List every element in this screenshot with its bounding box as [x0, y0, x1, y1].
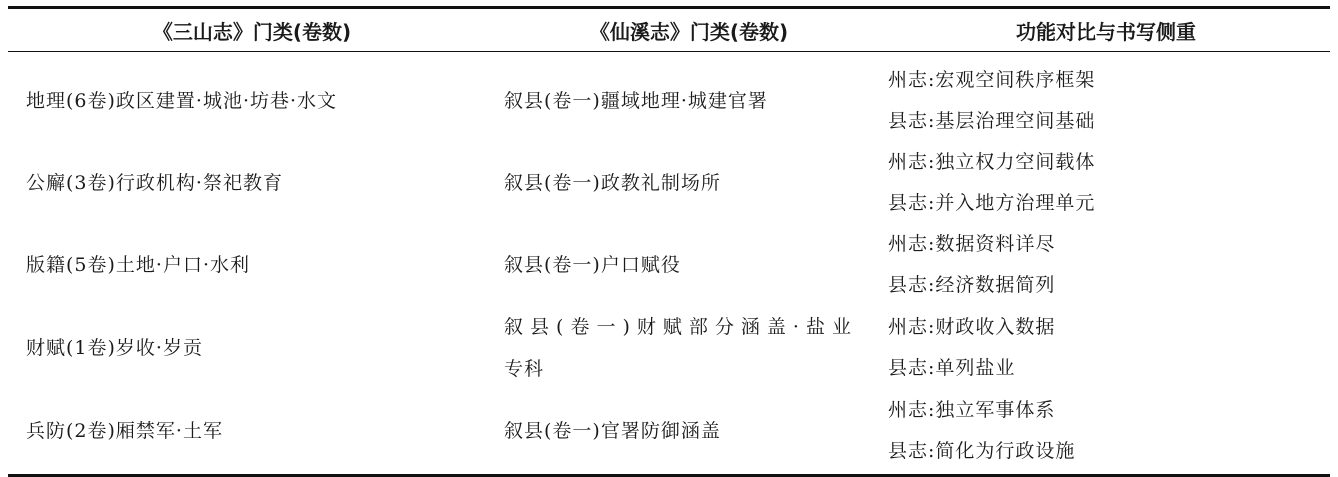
- header-function-comparison: 功能对比与书写侧重: [1016, 19, 1196, 44]
- table-row: [8, 390, 1330, 476]
- county-gazetteer-note: 县志:经济数据简列: [888, 274, 1056, 296]
- prefecture-gazetteer-note: 州志:宏观空间秩序框架: [888, 69, 1096, 91]
- comparison-cell: [882, 390, 1330, 476]
- table-row: [8, 52, 1330, 143]
- sanshan-cell: 地理(6卷)政区建置·城池·坊巷·水文: [26, 90, 338, 112]
- header-xianxi-categories: 《仙溪志》门类(卷数): [589, 19, 789, 44]
- xianxi-cell: 叙县(卷一)政教礼制场所: [504, 172, 721, 194]
- header-row: [8, 8, 1330, 52]
- sanshan-cell: 版籍(5卷)土地·户口·水利: [26, 254, 250, 276]
- county-gazetteer-note: 县志:单列盐业: [888, 357, 1016, 379]
- xianxi-cell: 叙县(卷一)疆域地理·城建官署: [504, 90, 768, 112]
- county-gazetteer-note: 县志:并入地方治理单元: [888, 192, 1096, 214]
- comparison-cell: [882, 52, 1330, 143]
- table-row: [8, 306, 1330, 390]
- xianxi-cell-line-1: 叙县(卷一)财赋部分涵盖·盐业: [504, 316, 852, 338]
- prefecture-gazetteer-note: 州志:财政收入数据: [888, 316, 1056, 338]
- prefecture-gazetteer-note: 州志:数据资料详尽: [888, 233, 1056, 255]
- sanshan-cell: 兵防(2卷)厢禁军·土军: [26, 420, 223, 442]
- comparison-table: [8, 6, 1330, 477]
- xianxi-cell: 叙县(卷一)官署防御涵盖: [504, 420, 721, 442]
- prefecture-gazetteer-note: 州志:独立权力空间载体: [888, 151, 1096, 173]
- comparison-cell: [882, 142, 1330, 224]
- xianxi-cell-line-2: 专科: [504, 358, 545, 380]
- xianxi-cell: 叙县(卷一)户口赋役: [504, 254, 681, 276]
- xianxi-cell: [496, 306, 882, 390]
- county-gazetteer-note: 县志:基层治理空间基础: [888, 110, 1096, 132]
- comparison-cell: [882, 224, 1330, 306]
- table-row: [8, 142, 1330, 224]
- table-header: [8, 8, 1330, 52]
- prefecture-gazetteer-note: 州志:独立军事体系: [888, 399, 1056, 421]
- county-gazetteer-note: 县志:简化为行政设施: [888, 440, 1076, 462]
- table-body: [8, 52, 1330, 476]
- sanshan-cell: 公廨(3卷)行政机构·祭祀教育: [26, 172, 283, 194]
- table-row: [8, 224, 1330, 306]
- comparison-cell: [882, 306, 1330, 390]
- header-sanshan-categories: 《三山志》门类(卷数): [152, 19, 352, 44]
- sanshan-cell: 财赋(1卷)岁收·岁贡: [26, 337, 203, 359]
